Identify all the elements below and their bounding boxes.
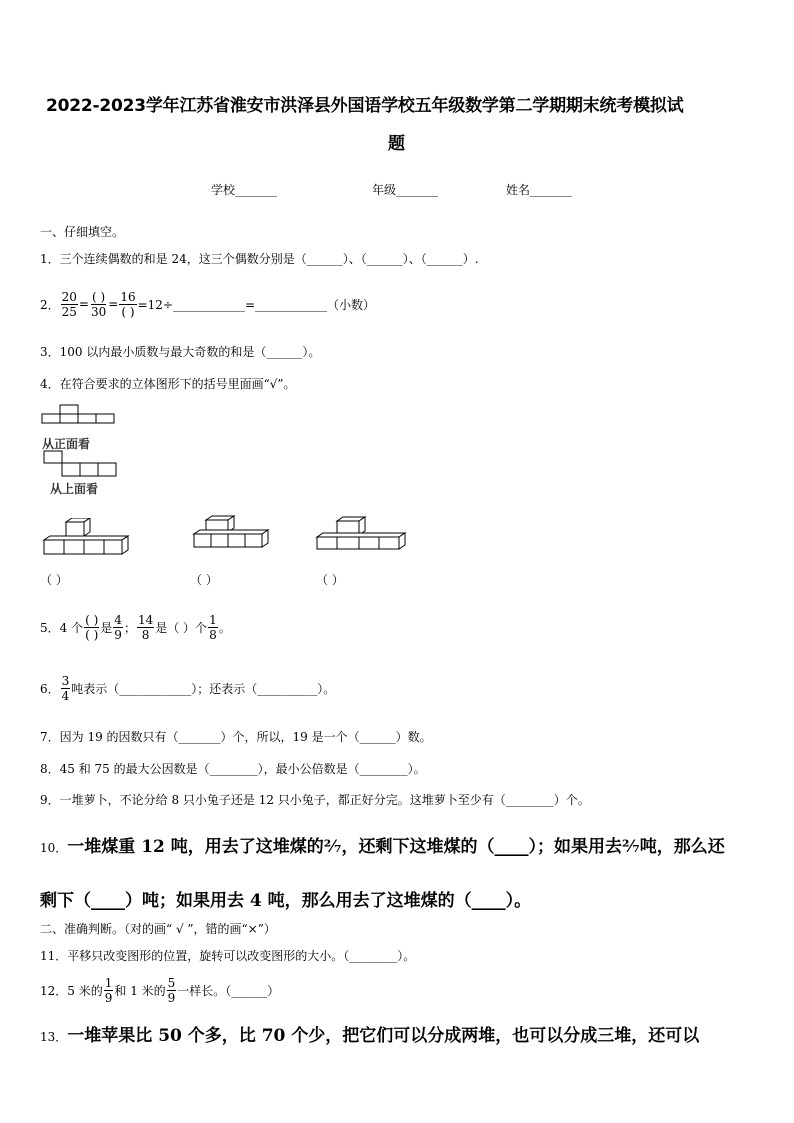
question-text: 是（ ）个 <box>155 620 208 635</box>
question-text: 一堆煤重 12 吨，用去了这堆煤的²⁄₇，还剩下这堆煤的（____）；如果用去²⁄₇吨，那么还 <box>67 837 725 857</box>
numerator: ( ) <box>92 289 106 304</box>
grade-blank: _______ <box>396 183 439 197</box>
option-a-answer[interactable]: （ ） <box>40 573 68 587</box>
question-number: 11． <box>40 949 68 963</box>
name-label: 姓名 <box>506 183 531 197</box>
section-heading-2: 二、准确判断。（对的画“ √ ”，错的画“×”） <box>40 922 276 936</box>
question-text: 一样长。（______） <box>177 983 280 998</box>
question-number: 10． <box>40 841 68 855</box>
denominator: ( ) <box>121 304 135 319</box>
question-12 <box>40 970 279 1010</box>
fraction-blank <box>119 290 136 319</box>
question-3 <box>40 343 320 360</box>
question-number: 2． <box>40 297 60 312</box>
question-11 <box>40 947 415 964</box>
denominator: 8 <box>209 627 217 642</box>
numerator: 4 <box>114 612 122 627</box>
question-10-cont: 剩下（____）吨；如果用去 4 吨，那么用去了这堆煤的（____）。 <box>40 891 532 911</box>
equals: = <box>78 297 89 311</box>
question-text: 因为 19 的因数只有（_______）个，所以，19 是一个（______）数。 <box>59 730 432 744</box>
question-text: 和 1 米的 <box>114 983 166 998</box>
fraction <box>61 674 71 703</box>
question-4 <box>40 375 296 392</box>
question-text: 三个连续偶数的和是 24，这三个偶数分别是（______）、（______）、（______）. <box>59 252 479 266</box>
school-field[interactable] <box>211 181 277 198</box>
question-number: 7． <box>40 730 60 744</box>
solid-option-b <box>192 514 272 550</box>
denominator: 8 <box>141 627 150 642</box>
fraction-blank <box>84 613 99 642</box>
fraction <box>113 613 123 642</box>
grade-field[interactable] <box>372 181 438 198</box>
equals: = <box>108 297 119 311</box>
punctuation: ； <box>123 620 136 635</box>
fraction <box>137 613 154 642</box>
name-blank: _______ <box>530 183 573 197</box>
question-number: 4． <box>40 377 60 391</box>
page-title: 2022-2023学年江苏省淮安市洪泽县外国语学校五年级数学第二学期期末统考模拟试 <box>46 96 684 116</box>
question-5 <box>40 606 231 648</box>
fraction-blank <box>90 290 107 319</box>
question-text: 在符合要求的立体图形下的括号里面画“√”。 <box>59 377 296 391</box>
question-number: 1． <box>40 252 60 266</box>
denominator: 9 <box>104 990 113 1005</box>
punctuation: 。 <box>218 620 231 635</box>
question-number: 6． <box>40 681 60 696</box>
question-text: 一堆萝卜，不论分给 8 只小兔子还是 12 只小兔子，都正好分完。这堆萝卜至少有（________）个。 <box>59 793 590 807</box>
question-7 <box>40 728 432 745</box>
numerator: 20 <box>61 289 77 304</box>
option-b-answer[interactable]: （ ） <box>190 573 218 587</box>
question-text: 吨表示（____________）；还表示（__________）。 <box>71 681 336 696</box>
question-text: 4 个 <box>59 620 84 635</box>
question-number: 9． <box>40 793 60 807</box>
numerator: 5 <box>167 975 176 990</box>
question-6 <box>40 668 335 708</box>
question-13 <box>40 1021 699 1046</box>
question-text: 45 和 75 的最大公因数是（________），最小公倍数是（________）。 <box>59 762 426 776</box>
top-view-label: 从上面看 <box>50 482 99 496</box>
question-8 <box>40 760 426 777</box>
question-number: 5． <box>40 620 60 635</box>
question-text: 100 以内最小质数与最大奇数的和是（______）。 <box>59 345 321 359</box>
question-number: 8． <box>40 762 60 776</box>
front-view-label: 从正面看 <box>42 437 91 451</box>
question-text: 一堆苹果比 50 个多，比 70 个少，把它们可以分成两堆，也可以分成三堆，还可以 <box>67 1026 700 1046</box>
question-10 <box>40 832 725 857</box>
grade-label: 年级 <box>372 183 397 197</box>
solid-option-a <box>40 518 135 558</box>
school-blank: _______ <box>235 183 278 197</box>
question-text: 平移只改变图形的位置，旋转可以改变图形的大小。（________）。 <box>67 949 416 963</box>
denominator: 9 <box>167 990 176 1005</box>
question-number: 13． <box>40 1030 68 1044</box>
denominator: 4 <box>61 688 70 703</box>
question-2 <box>40 284 375 324</box>
question-text: 5 米的 <box>67 983 103 998</box>
fraction <box>104 976 114 1005</box>
top-view-figure <box>40 449 130 481</box>
numerator: 14 <box>137 612 154 627</box>
question-text: 是 <box>100 620 113 635</box>
question-1 <box>40 250 479 267</box>
question-9 <box>40 791 590 808</box>
denominator: 25 <box>61 304 77 319</box>
denominator: 30 <box>90 304 107 319</box>
question-number: 3． <box>40 345 60 359</box>
fraction <box>167 976 177 1005</box>
numerator: 1 <box>104 975 113 990</box>
numerator: 16 <box>120 289 136 304</box>
numerator: 1 <box>209 612 217 627</box>
question-text: =12÷____________=____________（小数） <box>137 297 376 312</box>
section-heading-1: 一、仔细填空。 <box>40 225 125 239</box>
fraction <box>208 613 218 642</box>
page-title-cont: 题 <box>388 134 405 154</box>
numerator: ( ) <box>85 612 99 627</box>
option-c-answer[interactable]: （ ） <box>316 573 344 587</box>
school-label: 学校 <box>211 183 236 197</box>
question-number: 12． <box>40 983 68 998</box>
fraction <box>61 290 78 319</box>
front-view-figure <box>40 404 130 424</box>
name-field[interactable] <box>506 181 572 198</box>
denominator: 9 <box>114 627 122 642</box>
numerator: 3 <box>61 673 70 688</box>
denominator: ( ) <box>85 627 99 642</box>
solid-option-c <box>315 515 410 551</box>
